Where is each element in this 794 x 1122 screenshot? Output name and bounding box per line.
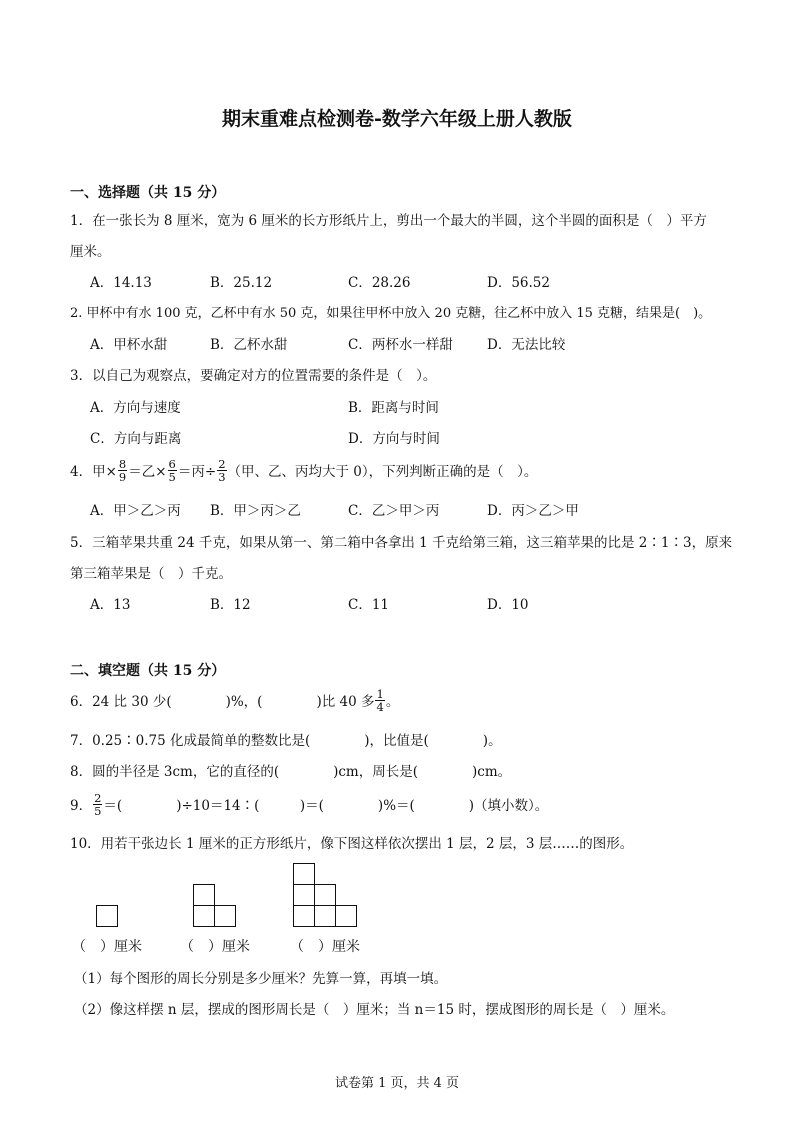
q4-mid-2: ＝丙÷ (177, 464, 217, 480)
q4-suffix: （甲、乙、丙均大于 0），下列判断正确的是（ ）。 (227, 464, 538, 480)
q6-text (70, 684, 399, 716)
q6-suffix: 。 (385, 694, 400, 710)
q6-body: 6．24 比 30 少( )%，( )比 40 多 (70, 694, 375, 710)
section2-heading: 二、填空题（共 15 分） (70, 663, 226, 679)
section1-heading: 一、选择题（共 15 分） (70, 185, 226, 201)
q3-option-c: C．方向与距离 (90, 431, 182, 447)
q4-option-c: C．乙＞甲＞丙 (348, 503, 440, 519)
q5-option-b: B．12 (210, 597, 251, 613)
q2-option-b: B．乙杯水甜 (210, 337, 288, 353)
q2-option-c: C．两杯水一样甜 (348, 337, 453, 353)
q3-option-d: D．方向与时间 (348, 431, 440, 447)
q10-blank-2: （ ）厘米 (180, 939, 250, 955)
q4-option-d: D．丙＞乙＞甲 (487, 503, 579, 519)
page-title: 期末重难点检测卷-数学六年级上册人教版 (222, 108, 572, 130)
q10-sub2: （2）像这样摆 n 层，摆成的图形周长是（ ）厘米；当 n＝15 时，摆成图形的周长是（ ）厘米。 (74, 1002, 675, 1018)
q5-text-line1: 5．三箱苹果共重 24 千克，如果从第一、第二箱中各拿出 1 千克给第三箱，这三箱苹果的比是 2∶1∶3，原来 (70, 535, 733, 551)
q4-mid-1: ＝乙× (128, 464, 167, 480)
q4-fraction-1: $\frac{8}{9}$ (118, 456, 127, 484)
q5-option-a: A．13 (90, 597, 131, 613)
q2-text: 2. 甲杯中有水 100 克，乙杯中有水 50 克，如果往甲杯中放入 20 克糖，往乙杯中放入 15 克糖，结果是( )。 (70, 306, 712, 321)
q10-sub1: （1）每个图形的周长分别是多少厘米？先算一算，再填一填。 (74, 971, 448, 987)
q1-option-c: C．28.26 (348, 275, 411, 291)
q9-prefix: 9． (70, 798, 93, 814)
q5-option-d: D．10 (487, 597, 529, 613)
q5-text-line2: 第三箱苹果是（ ）千克。 (70, 566, 232, 582)
q8-text: 8．圆的半径是 3cm，它的直径的( )cm，周长是( )cm。 (70, 764, 512, 780)
q10-blank-3: （ ）厘米 (290, 939, 360, 955)
q3-option-a: A．方向与速度 (90, 400, 181, 416)
q5-option-c: C．11 (348, 597, 390, 613)
q4-text (70, 456, 537, 484)
q4-option-a: A．甲＞乙＞丙 (90, 503, 181, 519)
q4-fraction-2: $\frac{6}{5}$ (168, 456, 176, 484)
q9-suffix: ＝( )÷10＝14∶( )＝( )%＝( )（填小数）。 (103, 798, 549, 814)
q9-text (70, 788, 548, 820)
q1-option-a: A．14.13 (90, 275, 152, 291)
q1-text-line1: 1．在一张长为 8 厘米，宽为 6 厘米的长方形纸片上，剪出一个最大的半圆，这个半圆的面积是（ ）平方 (70, 213, 707, 229)
q10-text: 10．用若干张边长 1 厘米的正方形纸片，像下图这样依次摆出 1 层，2 层，3 层……的图形。 (70, 836, 634, 852)
q10-blank-1: （ ）厘米 (72, 939, 142, 955)
q4-prefix: 4．甲× (70, 464, 117, 480)
q1-option-b: B．25.12 (210, 275, 273, 291)
page-footer: 试卷第 1 页，共 4 页 (334, 1076, 460, 1091)
q2-option-d: D．无法比较 (487, 337, 566, 353)
q7-text: 7．0.25∶0.75 化成最简单的整数比是( )，比值是( )。 (70, 733, 502, 749)
q3-text: 3．以自己为观察点，要确定对方的位置需要的条件是（ ）。 (70, 368, 437, 384)
q3-option-b: B．距离与时间 (348, 400, 439, 416)
q4-option-b: B．甲＞丙＞乙 (210, 503, 301, 519)
q6-fraction: $\frac{1}{4}$ (376, 686, 384, 714)
q1-text-line2: 厘米。 (70, 244, 111, 260)
q1-option-d: D．56.52 (487, 275, 550, 291)
q2-option-a: A．甲杯水甜 (90, 337, 168, 353)
q9-fraction: $\frac{2}{5}$ (94, 790, 102, 818)
q4-fraction-3: $\frac{2}{3}$ (218, 456, 226, 484)
